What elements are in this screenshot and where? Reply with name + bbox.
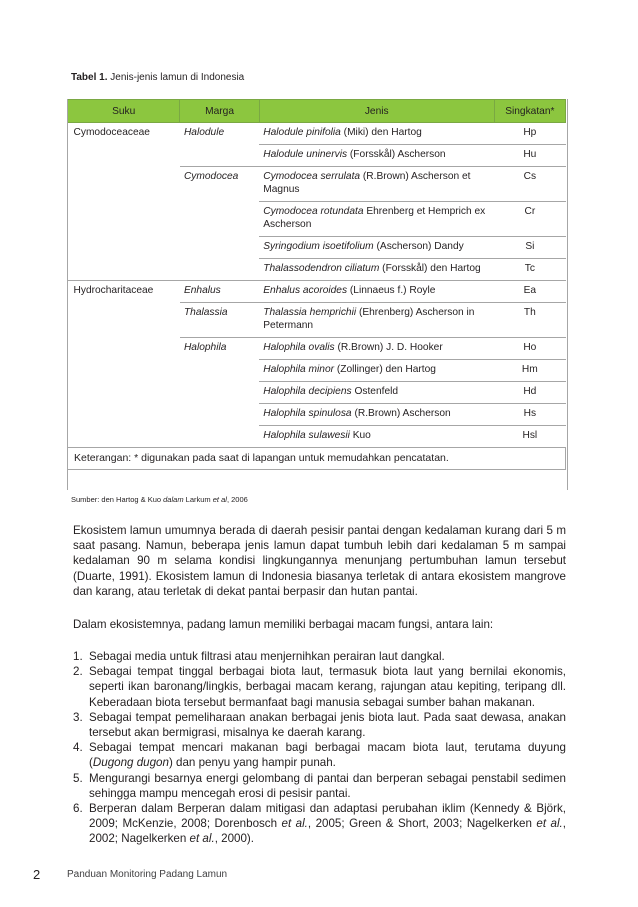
- list-text: Berperan dalam Berperan dalam mitigasi dan adaptasi perubahan iklim (Kennedy & Björk, 2009; McKenzie, 2008; Dorenbosch: [89, 802, 566, 831]
- list-text: ) dan penyu yang hampir punah.: [168, 756, 336, 770]
- list-text-italic: et al.: [536, 817, 563, 831]
- paragraph-ekosistem: Ekosistem lamun umumnya berada di daerah pesisir pantai dengan kedalaman kurang dari 5 m saat pasang. Namun, beberapa jenis lamun dapat tumbuh lebih dari kedalaman 5 m sampai kedalaman 90 m selama kondisi lingkungannya menunjang pertumbuhan lamun tersebut (Duarte, 1991). Ekosistem lamun di Indonesia biasanya terletak di antara ekosistem mangrove dan karang, atau terletak di dekat pantai berpasir dan hutan pantai.: [73, 524, 566, 598]
- species-name: Syringodium isoetifolium: [263, 241, 374, 252]
- cell-jenis: [259, 237, 494, 259]
- table-row: [68, 281, 566, 303]
- source-suffix: , 2006: [226, 495, 248, 504]
- table-row: [68, 167, 566, 202]
- list-text-italic: et al.: [189, 832, 215, 846]
- species-name: Halophila decipiens: [263, 386, 352, 397]
- list-number: 3.: [73, 710, 83, 724]
- list-number: 5.: [73, 771, 83, 785]
- cell-singkatan: Tc: [494, 259, 565, 281]
- cell-jenis: [259, 281, 494, 303]
- table-caption-label: Tabel 1.: [71, 72, 108, 83]
- species-name: Halodule pinifolia: [263, 127, 341, 138]
- species-author: (Miki) den Hartog: [340, 127, 422, 138]
- list-text: , 2000).: [214, 832, 255, 846]
- cell-jenis: [259, 360, 494, 382]
- cell-suku: [68, 303, 180, 338]
- header-suku: Suku: [68, 100, 180, 123]
- cell-marga: [180, 202, 259, 237]
- cell-suku: [68, 338, 180, 360]
- species-author: (Forsskål) den Hartog: [379, 263, 481, 274]
- list-text: , 2002; Nagelkerken: [89, 817, 566, 846]
- cell-singkatan: Ea: [494, 281, 565, 303]
- table-source: [71, 495, 248, 504]
- cell-suku: [68, 202, 180, 237]
- cell-jenis: [259, 167, 494, 202]
- species-author: (R.Brown) Ascherson et Magnus: [263, 171, 471, 195]
- cell-singkatan: Cs: [494, 167, 565, 202]
- table-row: [68, 202, 566, 237]
- species-name: Halophila minor: [263, 364, 335, 375]
- species-name: Enhalus acoroides: [263, 285, 348, 296]
- list-text: Sebagai tempat pemeliharaan anakan berbagai jenis biota laut. Pada saat dewasa, anakan tersebut akan bermigrasi, misalnya ke daerah karang.: [89, 710, 566, 740]
- species-name: Halophila sulawesii: [263, 430, 350, 441]
- cell-singkatan: Th: [494, 303, 565, 338]
- cell-singkatan: Hu: [494, 145, 565, 167]
- species-name: Halodule uninervis: [263, 149, 348, 160]
- table-body: [68, 123, 566, 470]
- table-row: [68, 426, 566, 448]
- cell-singkatan: Hsl: [494, 426, 565, 448]
- list-number: 4.: [73, 741, 83, 755]
- cell-marga: Cymodocea: [183, 171, 239, 182]
- list-item: [73, 801, 566, 847]
- cell-suku: [68, 167, 180, 202]
- species-author: (R.Brown) J. D. Hooker: [334, 342, 443, 353]
- species-author: Kuo: [349, 430, 371, 441]
- cell-singkatan: Si: [494, 237, 565, 259]
- list-number: 1.: [73, 650, 83, 663]
- cell-singkatan: Hd: [494, 382, 565, 404]
- species-author: Ehrenberg et Hemprich ex Ascherson: [263, 206, 486, 230]
- header-marga: Marga: [180, 100, 259, 123]
- species-name: Thalassia hemprichii: [263, 307, 357, 318]
- list-item: [73, 710, 566, 740]
- list-item: [73, 771, 566, 801]
- paragraph-fungsi-intro: Dalam ekosistemnya, padang lamun memiliki berbagai macam fungsi, antara lain:: [73, 618, 494, 631]
- table-note: Keterangan: * digunakan pada saat di lapangan untuk memudahkan pencatatan.: [68, 448, 566, 470]
- footer-title: Panduan Monitoring Padang Lamun: [67, 869, 228, 880]
- cell-singkatan: Cr: [494, 202, 565, 237]
- cell-suku: [68, 382, 180, 404]
- cell-marga: Thalassia: [180, 303, 259, 338]
- cell-marga: Halodule: [183, 127, 225, 138]
- source-mid: Larkum: [183, 495, 213, 504]
- source-etal: et al: [212, 495, 227, 504]
- cell-jenis: [259, 259, 494, 281]
- cell-marga: [180, 237, 259, 259]
- list-item: [73, 649, 566, 664]
- table-row: [68, 382, 566, 404]
- list-text-italic: et al.: [281, 817, 308, 831]
- cell-suku: Hydrocharitaceae: [73, 285, 154, 296]
- list-text: Sebagai tempat tinggal berbagai biota laut, termasuk biota laut yang bernilai ekonomis, seperti ikan baronang/lingkis, berbagai macam kerang, rajungan atau kepiting, teripang dll. Keberadaan biota tersebut bermanfaat bagi manusia sebagai sumber bahan makanan.: [89, 665, 566, 709]
- table-caption: [71, 72, 244, 83]
- cell-jenis: [259, 303, 494, 338]
- table-row: [68, 259, 566, 281]
- list-text: Mengurangi besarnya energi gelombang di pantai dan berperan sebagai penstabil sedimen sehingga mampu mencegah erosi di pesisir pantai.: [89, 771, 566, 800]
- table-caption-text: Jenis-jenis lamun di Indonesia: [110, 72, 245, 83]
- cell-marga: [180, 404, 259, 426]
- cell-marga: [180, 145, 259, 167]
- cell-suku: [68, 426, 180, 448]
- species-name: Halophila ovalis: [263, 342, 335, 353]
- table-row: [68, 404, 566, 426]
- table-row: [68, 360, 566, 382]
- cell-suku: Cymodoceaceae: [73, 127, 150, 138]
- species-table: [67, 99, 566, 470]
- cell-jenis: [259, 426, 494, 448]
- species-author: (Ascherson) Dandy: [373, 241, 464, 252]
- table-note-row: [68, 448, 566, 470]
- list-text: , 2005; Green & Short, 2003; Nagelkerken: [307, 817, 537, 831]
- list-text-italic: Dugong dugon: [92, 756, 169, 770]
- cell-singkatan: Hp: [494, 123, 565, 145]
- table-row: [68, 123, 566, 145]
- cell-suku: [68, 404, 180, 426]
- list-number: 2.: [73, 665, 83, 679]
- source-dalam: dalam: [163, 495, 184, 504]
- cell-jenis: [259, 404, 494, 426]
- species-name: Cymodocea rotundata: [263, 206, 364, 217]
- cell-singkatan: Ho: [494, 338, 565, 360]
- cell-suku: [68, 360, 180, 382]
- table-row: [68, 237, 566, 259]
- cell-marga: Halophila: [183, 342, 227, 353]
- species-author: (Linnaeus f.) Royle: [347, 285, 436, 296]
- list-item: [73, 664, 566, 710]
- list-text: Sebagai tempat mencari makanan bagi berbagai macam biota laut, terutama duyung (: [89, 741, 566, 770]
- list-number: 6.: [73, 802, 83, 816]
- cell-jenis: [259, 202, 494, 237]
- cell-marga: [180, 360, 259, 382]
- cell-marga: Enhalus: [180, 281, 259, 303]
- cell-marga: [180, 259, 259, 281]
- table-header-row: [68, 100, 566, 123]
- fungsi-list: [73, 649, 566, 847]
- species-author: Ostenfeld: [351, 386, 399, 397]
- cell-singkatan: Hm: [494, 360, 565, 382]
- species-author: (Ehrenberg) Ascherson in Petermann: [263, 307, 475, 331]
- species-name: Halophila spinulosa: [263, 408, 352, 419]
- cell-jenis: [259, 338, 494, 360]
- cell-suku: [68, 145, 180, 167]
- table-row: [68, 303, 566, 338]
- list-text: Sebagai media untuk filtrasi atau menjernihkan perairan laut dangkal.: [89, 650, 445, 663]
- cell-jenis: [259, 382, 494, 404]
- list-item: [73, 740, 566, 770]
- header-singkatan: Singkatan*: [494, 100, 565, 123]
- header-jenis: Jenis: [259, 100, 494, 123]
- cell-jenis: [259, 145, 494, 167]
- page-number: 2: [33, 867, 41, 882]
- species-author: (Zollinger) den Hartog: [334, 364, 436, 375]
- species-author: (R.Brown) Ascherson: [351, 408, 451, 419]
- cell-singkatan: Hs: [494, 404, 565, 426]
- source-prefix: Sumber: den Hartog & Kuo: [71, 495, 164, 504]
- table-row: [68, 338, 566, 360]
- cell-marga: [180, 426, 259, 448]
- cell-suku: [68, 237, 180, 259]
- species-author: (Forsskål) Ascherson: [347, 149, 446, 160]
- cell-marga: [180, 382, 259, 404]
- species-name: Thalassodendron ciliatum: [263, 263, 380, 274]
- cell-suku: [68, 259, 180, 281]
- species-name: Cymodocea serrulata: [263, 171, 361, 182]
- cell-jenis: [259, 123, 494, 145]
- table-row: [68, 145, 566, 167]
